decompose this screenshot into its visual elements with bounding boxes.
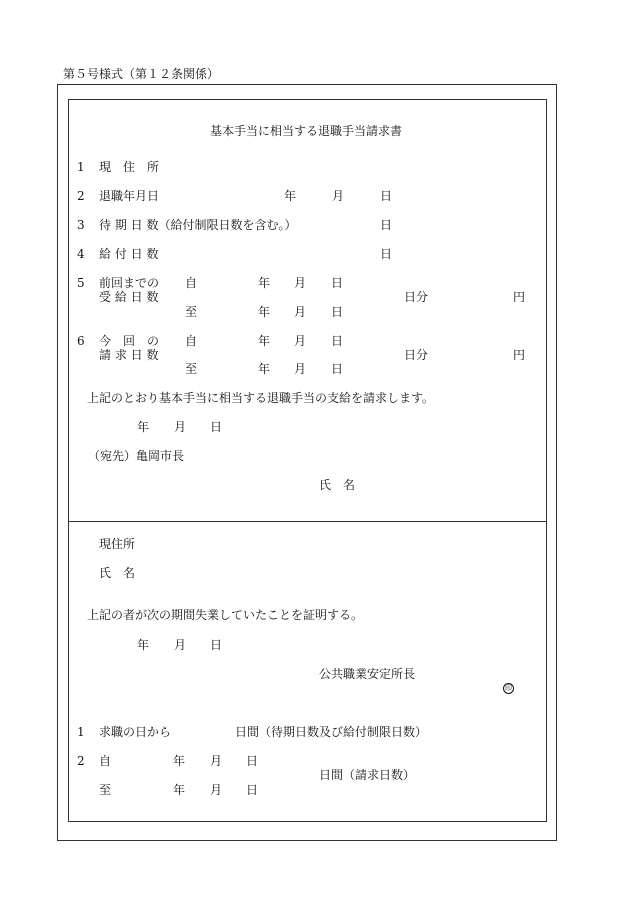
applicant-name-label: 氏 名 [319,478,356,492]
current-from-day: 日 [331,334,344,348]
cert-issuer: 公共職業安定所長 [319,667,416,681]
previous-days-unit: 日分 [404,290,429,304]
waiting-days-unit: 日 [380,218,393,232]
cert-item-1-label: 求職の日から [99,725,172,739]
item-4-number: 4 [77,247,85,261]
previous-from-day: 日 [331,276,344,290]
previous-from-year: 年 [258,276,271,290]
current-days-unit: 日分 [404,348,429,362]
request-date-day: 日 [210,420,223,434]
request-date-month: 月 [174,420,187,434]
cert-statement: 上記の者が次の期間失業していたことを証明する。 [87,608,364,622]
current-from-year: 年 [258,334,271,348]
form-number-label: 第５号様式（第１２条関係） [63,67,220,81]
previous-to-month: 月 [294,305,307,319]
previous-label-line1: 前回までの [99,276,160,290]
item-2-number: 2 [77,189,85,203]
cert-name-label: 氏 名 [99,566,136,580]
current-to-day: 日 [331,362,344,376]
cert-date-month: 月 [174,638,187,652]
item-3-number: 3 [77,218,85,232]
cert-from-year: 年 [173,754,186,768]
current-label-line1: 今 回 の [99,334,160,348]
section-divider [68,521,547,522]
cert-from-day: 日 [246,754,259,768]
current-from-label: 自 [185,334,198,348]
cert-from-month: 月 [210,754,223,768]
cert-date-year: 年 [137,638,150,652]
cert-item-1-days-note: 日間（待期日数及び給付制限日数） [235,725,428,739]
waiting-days-label: 待 期 日 数（給付制限日数を含む。） [99,218,297,232]
previous-to-year: 年 [258,305,271,319]
current-to-year: 年 [258,362,271,376]
cert-date-day: 日 [210,638,223,652]
current-from-month: 月 [294,334,307,348]
cert-address-label: 現住所 [99,537,136,551]
retire-year-unit: 年 [284,189,297,203]
benefit-days-label: 給 付 日 数 [99,247,159,261]
current-label-line2: 請 求 日 数 [99,348,159,362]
cert-to-year: 年 [173,783,186,797]
cert-item-1-number: 1 [77,725,85,739]
cert-to-day: 日 [246,783,259,797]
addressee: （宛先）亀岡市長 [88,449,185,463]
seal-mark: 印 [505,684,512,692]
cert-to-label: 至 [99,783,112,797]
request-date-year: 年 [137,420,150,434]
cert-item-2-number: 2 [77,754,85,768]
previous-from-label: 自 [185,276,198,290]
previous-from-month: 月 [294,276,307,290]
retire-date-label: 退職年月日 [99,189,160,203]
previous-to-day: 日 [331,305,344,319]
cert-item-2-days-note: 日間（請求日数） [319,768,416,782]
previous-to-label: 至 [185,305,198,319]
current-yen-unit: 円 [513,348,526,362]
previous-label-line2: 受 給 日 数 [99,290,159,304]
cert-from-label: 自 [99,754,112,768]
current-to-label: 至 [185,362,198,376]
previous-yen-unit: 円 [513,290,526,304]
item-5-number: 5 [77,276,85,290]
current-to-month: 月 [294,362,307,376]
form-title: 基本手当に相当する退職手当請求書 [210,124,403,138]
retire-month-unit: 月 [332,189,345,203]
address-label: 現 住 所 [99,160,160,174]
benefit-days-unit: 日 [380,247,393,261]
request-statement: 上記のとおり基本手当に相当する退職手当の支給を請求します。 [87,391,435,405]
retire-day-unit: 日 [380,189,393,203]
item-1-number: 1 [77,160,85,174]
cert-to-month: 月 [210,783,223,797]
item-6-number: 6 [77,334,85,348]
